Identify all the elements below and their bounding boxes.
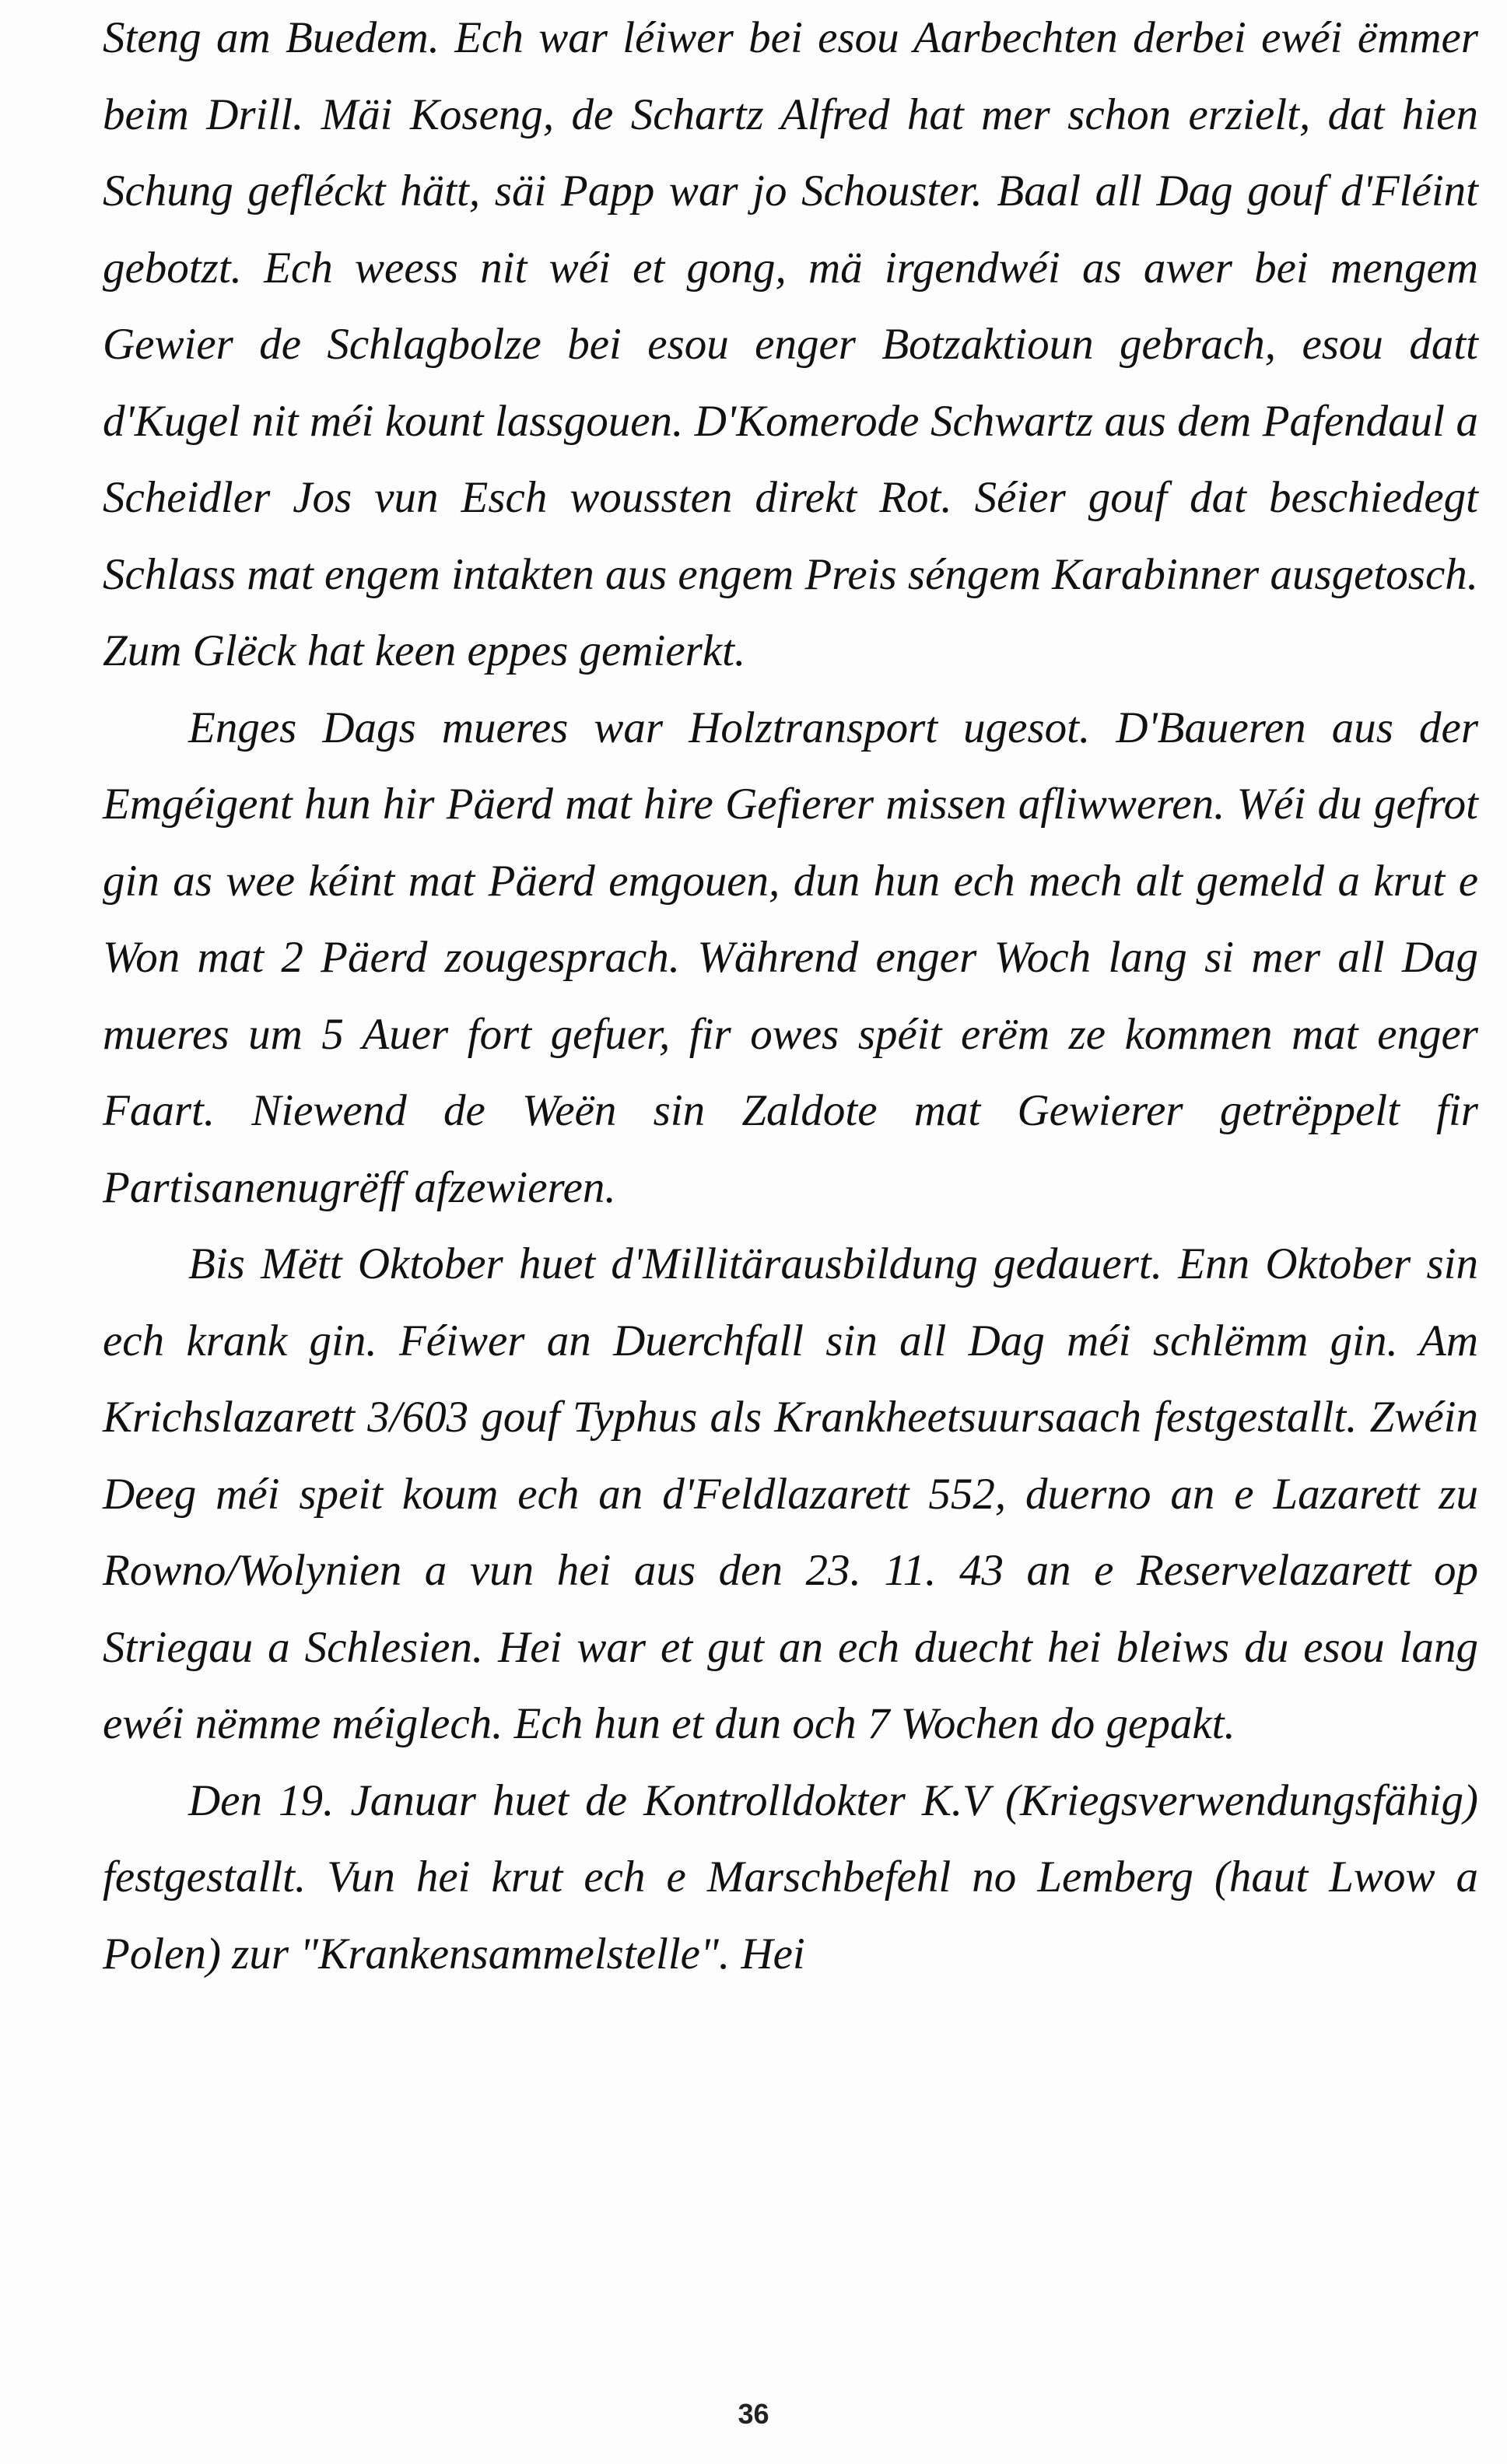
body-text bbox=[103, 0, 1478, 1993]
paragraph-1: Steng am Buedem. Ech war léiwer bei esou Aarbechten derbei ewéi ëmmer beim Drill. Mäi Koseng, de Schartz Alfred hat mer schon erzielt, dat hien Schung gefléckt hätt, säi Papp war jo Schouster. Baal all Dag gouf d'Fléint gebotzt. Ech weess nit wéi et gong, mä irgendwéi as awer bei mengem Gewier de Schlagbolze bei esou enger Botzaktioun gebrach, esou datt d'Kugel nit méi kount lassgouen. D'Komerode Schwartz aus dem Pafendaul a Scheidler Jos vun Esch woussten direkt Rot. Séier gouf dat beschiedegt Schlass mat engem intakten aus engem Preis séngem Karabinner ausgetosch. Zum Glëck hat keen eppes gemierkt. bbox=[103, 13, 1478, 675]
paragraph-2: Enges Dags mueres war Holztransport ugesot. D'Baueren aus der Emgéigent hun hir Päerd mat hire Gefierer missen afliwweren. Wéi du gefrot gin as wee kéint mat Päerd emgouen, dun hun ech mech alt gemeld a krut e Won mat 2 Päerd zougesprach. Während enger Woch lang si mer all Dag mueres um 5 Auer fort gefuer, fir owes spéit erëm ze kommen mat enger Faart. Niewend de Weën sin Zaldote mat Gewierer getrëppelt fir Partisanenugrëff afzewieren. bbox=[103, 703, 1478, 1212]
page-number: 36 bbox=[738, 2398, 769, 2430]
paragraph-3: Bis Mëtt Oktober huet d'Millitärausbildung gedauert. Enn Oktober sin ech krank gin. Féiwer an Duerchfall sin all Dag méi schlëmm gin. Am Krichslazarett 3/603 gouf Typhus als Krankheetsuursaach festgestallt. Zwéin Deeg méi speit koum ech an d'Feldlazarett 552, duerno an e Lazarett zu Rowno/Wolynien a vun hei aus den 23. 11. 43 an e Reservelazarett op Striegau a Schlesien. Hei war et gut an ech duecht hei bleiws du esou lang ewéi nëmme méiglech. Ech hun et dun och 7 Wochen do gepakt. bbox=[103, 1239, 1478, 1748]
paragraph-4: Den 19. Januar huet de Kontrolldokter K.V (Kriegsverwendungsfähig) festgestallt. Vun hei krut ech e Marschbefehl no Lemberg (haut Lwow a Polen) zur "Krankensammelstelle". Hei bbox=[103, 1775, 1478, 1979]
